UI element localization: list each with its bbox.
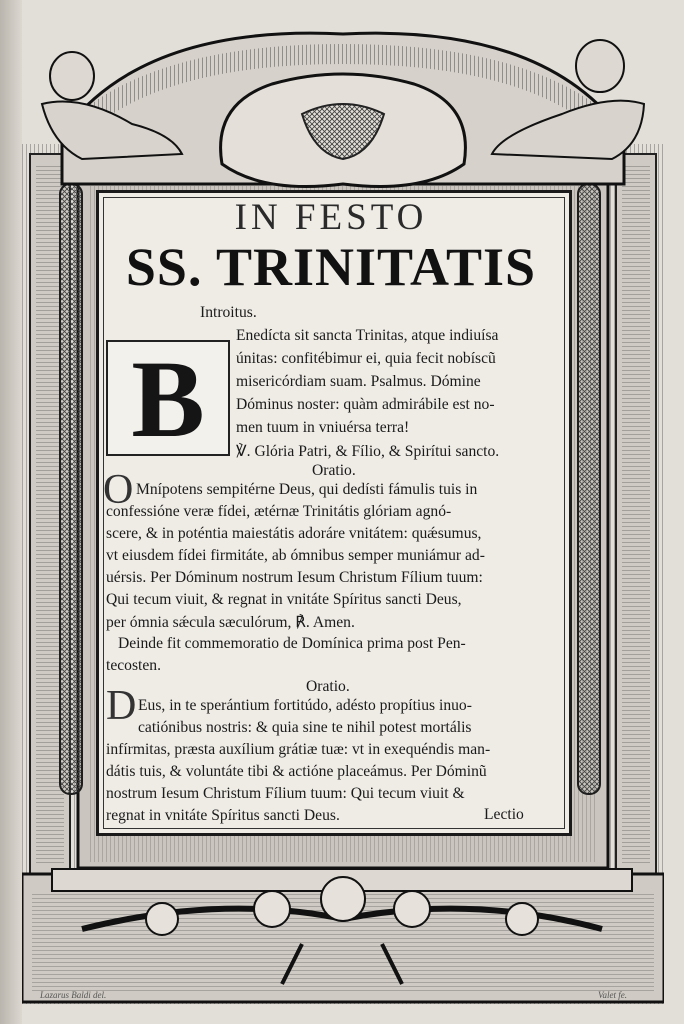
oratio-line: per ómnia sǽcula sæculórum, ℟. Amen. — [106, 614, 355, 631]
initial-letter: B — [131, 338, 205, 460]
oratio-line: nostrum Iesum Christum Fílium tuum: Qui tecum viuit & — [106, 785, 465, 802]
right-garland — [578, 184, 600, 794]
engraver-signature-left: Lazarus Baldi del. — [40, 990, 107, 1000]
oratio-line: dátis tuis, & voluntáte tibi & actióne placeámus. Per Dóminũ — [106, 763, 487, 780]
oratio-line: uérsis. Per Dóminum nostrum Iesum Christum Fílium tuum: — [106, 569, 483, 586]
left-garland — [60, 184, 82, 794]
oratio-line: confessióne veræ fídei, ætérnæ Trinitátis glóriam agnó- — [106, 503, 452, 520]
catchword: Lectio — [484, 806, 524, 823]
oratio-label: Oratio. — [306, 678, 350, 695]
oratio-line: catiónibus nostris: & quia sine te nihil potest mortális — [138, 719, 472, 736]
introitus-label: Introitus. — [200, 304, 257, 321]
dropcap-d: D — [106, 683, 137, 729]
decorated-initial-b — [106, 338, 230, 460]
oratio-line: scere, & in poténtia maiestátis adoráre vnitátem: quǽsumus, — [106, 525, 482, 542]
oratio-line: Eus, in te sperántium fortitúdo, adésto propítius inuo- — [138, 697, 472, 714]
oratio-line: infírmitas, præsta auxílium grátiæ tuæ: vt in exequéndis man- — [106, 741, 491, 758]
introitus-line: únitas: confitébimur ei, quia fecit nobíscũ — [236, 350, 496, 367]
introitus-line: men tuum in vniuérsa terra! — [236, 419, 410, 436]
title-ss-trinitatis: SS. TRINITATIS — [125, 237, 537, 297]
oratio-line: Mnípotens sempitérne Deus, qui dedísti fámulis tuis in — [136, 481, 478, 498]
book-spine-shadow — [0, 0, 22, 1024]
engraver-signature-right: Valet fe. — [598, 990, 627, 1000]
oratio-line: regnat in vnitáte Spíritus sancti Deus. — [106, 807, 340, 824]
oratio-line: vt eiusdem fídei firmitáte, ab ómnibus semper muniámur ad- — [106, 547, 485, 564]
commemoratio-line: tecosten. — [106, 657, 161, 674]
dropcap-o: O — [103, 467, 134, 513]
introitus-line: misericórdiam suam. Psalmus. Dómine — [236, 373, 481, 390]
introitus-line: Dóminus noster: quàm admirábile est no- — [236, 396, 495, 413]
introitus-line: Enedícta sit sancta Trinitas, atque indiuísa — [236, 327, 499, 344]
commemoratio-line: Deinde fit commemoratio de Domínica prima post Pen- — [118, 635, 466, 652]
oratio-line: Qui tecum viuit, & regnat in vnitáte Spíritus sancti Deus, — [106, 591, 462, 608]
title-in-festo: IN FESTO — [234, 197, 428, 238]
oratio-label: Oratio. — [312, 462, 356, 479]
introitus-line: ℣. Glória Patri, & Fílio, & Spirítui sancto. — [236, 443, 500, 460]
